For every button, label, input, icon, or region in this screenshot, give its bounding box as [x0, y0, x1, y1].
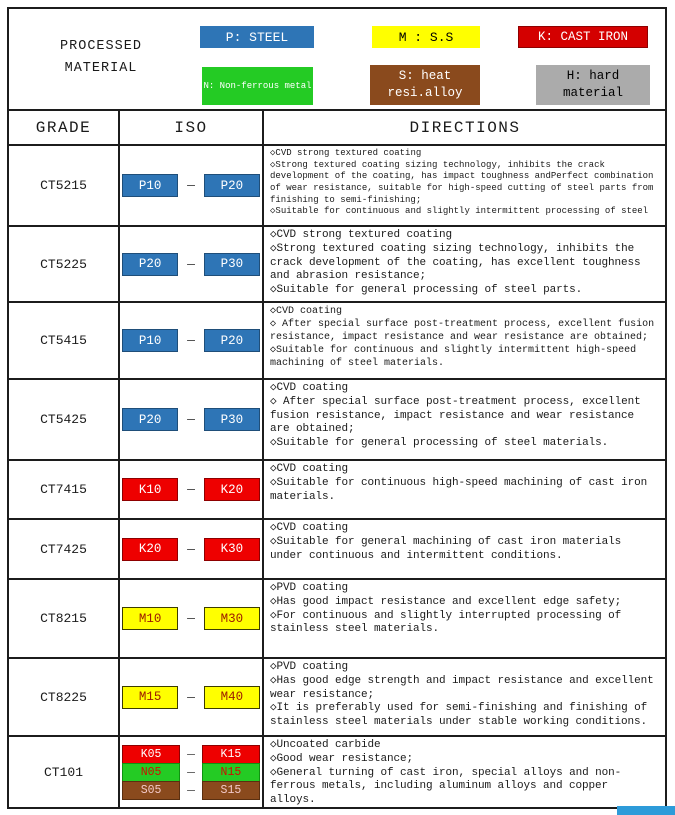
range-dash: — [187, 746, 195, 762]
table-row-ct101 [9, 735, 665, 807]
iso-chip: P30 [204, 253, 260, 276]
iso-chip: M30 [204, 607, 260, 630]
iso-chip: P30 [204, 408, 260, 431]
direction-line: ◇ After special surface post-treatment process, excellent fusion resistance, impact resistance and wear resistance are obtained; [270, 395, 641, 436]
range-dash: — [187, 178, 195, 193]
grade-cell [9, 227, 120, 301]
legend-cast-iron [518, 26, 648, 48]
iso-chip: P10 [122, 329, 178, 352]
iso-chip: K15 [202, 745, 260, 764]
grade-value: CT5425 [40, 412, 87, 427]
range-dash: — [187, 333, 195, 348]
iso-cell [120, 520, 264, 578]
table-row-ct7415 [9, 459, 665, 518]
legend-hard-line1: H: hard [566, 69, 620, 84]
direction-line: ◇Suitable for continuous high-speed machining of cast iron materials. [270, 476, 648, 503]
iso-chip: P20 [122, 408, 178, 431]
direction-line: ◇Strong textured coating sizing technology, inhibits the crack development of the coating, has impact toughness andPerfect combination of wear resistance, suitable for high-speed cutting of steel parts from finishing to semi-finishing; [270, 159, 654, 205]
legend-heat-line1: S: heat [398, 69, 452, 84]
range-dash: — [187, 689, 195, 705]
grade-value: CT7415 [40, 482, 87, 497]
iso-chip: P10 [122, 174, 178, 197]
column-header-grade: GRADE [9, 111, 120, 144]
directions-cell [264, 580, 665, 657]
iso-chip: K20 [204, 478, 260, 501]
grade-cell [9, 737, 120, 807]
range-dash: — [187, 256, 195, 272]
processed-material-line2: MATERIAL [64, 61, 138, 77]
table-row-ct5415 [9, 301, 665, 378]
iso-pair [122, 781, 260, 800]
iso-chip: K30 [204, 538, 260, 561]
directions-cell [264, 520, 665, 578]
legend-heat-line2: resi.alloy [387, 86, 463, 100]
grade-cell [9, 659, 120, 735]
column-header-iso: ISO [120, 111, 264, 144]
grade-cell [9, 380, 120, 459]
direction-line: ◇Suitable for general processing of steel parts. [270, 284, 583, 296]
grade-cell [9, 146, 120, 225]
range-dash: — [187, 412, 195, 427]
grade-cell [9, 461, 120, 518]
directions-cell [264, 303, 665, 378]
direction-line: ◇CVD coating [270, 463, 349, 475]
legend-stainless-steel [372, 26, 480, 48]
iso-chip: K20 [122, 538, 178, 561]
iso-chip: N15 [202, 763, 260, 782]
range-dash: — [187, 782, 195, 798]
direction-line: ◇Uncoated carbide [270, 739, 381, 751]
range-dash: — [187, 541, 195, 557]
legend-hard-material [536, 65, 650, 105]
range-dash: — [187, 611, 195, 626]
direction-line: ◇CVD coating [270, 306, 343, 317]
iso-cell [120, 380, 264, 459]
iso-chip: M15 [122, 686, 178, 709]
directions-cell [264, 461, 665, 518]
direction-line: ◇CVD coating [270, 382, 349, 394]
legend-non-ferrous [202, 67, 313, 105]
table-row-ct5215 [9, 144, 665, 225]
iso-chip: S05 [122, 781, 180, 800]
direction-line: ◇CVD strong textured coating [270, 229, 453, 241]
grade-value: CT7425 [40, 541, 87, 557]
grade-value: CT101 [43, 764, 83, 780]
direction-line: ◇Strong textured coating sizing technology, inhibits the crack development of the coating, has excellent toughness and abrasion resistance; [270, 242, 641, 283]
grade-value: CT5215 [40, 178, 87, 193]
iso-cell [120, 659, 264, 735]
table-row-ct8225 [9, 657, 665, 735]
iso-cell [120, 461, 264, 518]
directions-cell [264, 659, 665, 735]
direction-line: ◇General turning of cast iron, special alloys and non-ferrous metals, including aluminum alloys and copper alloys. [270, 766, 622, 806]
iso-chip-stack [122, 745, 260, 800]
iso-chip: M40 [204, 686, 260, 709]
table-row-ct8215 [9, 578, 665, 657]
iso-chip: P20 [204, 329, 260, 352]
direction-line: ◇Suitable for general machining of cast iron materials under continuous and intermittent conditions. [270, 535, 622, 562]
direction-line: ◇CVD strong textured coating [270, 148, 422, 158]
iso-pair [122, 745, 260, 764]
table-row-ct5225 [9, 225, 665, 301]
legend-non-ferrous-label: N: Non-ferrous metal [203, 81, 312, 91]
grade-cell [9, 520, 120, 578]
legend-hard-line2: material [562, 86, 623, 100]
range-dash: — [187, 482, 195, 497]
directions-cell [264, 146, 665, 225]
direction-line: ◇ After special surface post-treatment process, excellent fusion resistance, impact resistance and wear resistance are obtained; [270, 319, 655, 343]
direction-line: ◇Has good edge strength and impact resistance and excellent wear resistance; [270, 674, 654, 701]
legend-steel-label: P: STEEL [225, 29, 289, 45]
legend-ss-label: M : S.S [398, 29, 454, 45]
range-dash: — [187, 764, 195, 780]
directions-cell [264, 737, 665, 807]
direction-line: ◇CVD coating [270, 522, 349, 534]
iso-chip: M10 [122, 607, 178, 630]
iso-cell [120, 737, 264, 807]
direction-line: ◇Good wear resistance; [270, 752, 414, 765]
processed-material-line1: PROCESSED [60, 39, 142, 54]
direction-line: ◇Suitable for continuous and slightly intermittent processing of steel [270, 206, 649, 217]
iso-pair [122, 763, 260, 782]
direction-line: ◇Suitable for continuous and slightly intermittent high-speed machining of steel materials. [270, 345, 637, 369]
iso-chip: S15 [202, 781, 260, 800]
table-row-ct5425 [9, 378, 665, 459]
direction-line: ◇For continuous and slightly interrupted processing of stainless steel materials. [270, 609, 622, 636]
grade-cell [9, 303, 120, 378]
iso-chip: N05 [122, 763, 180, 782]
direction-line: ◇Suitable for general processing of steel materials. [270, 437, 609, 449]
iso-chip: K05 [122, 745, 180, 764]
directions-cell [264, 227, 665, 301]
direction-line: ◇PVD coating [270, 582, 349, 594]
iso-cell [120, 227, 264, 301]
bottom-right-blue-bar [617, 806, 675, 815]
grade-value: CT5225 [40, 256, 87, 272]
processed-material-label [27, 36, 175, 81]
iso-chip: P20 [204, 174, 260, 197]
processed-material-header [9, 9, 665, 109]
grade-value: CT5415 [40, 333, 87, 348]
material-grade-table [7, 7, 667, 809]
legend-cast-iron-label: K: CAST IRON [537, 30, 628, 44]
iso-chip: P20 [122, 253, 178, 276]
iso-cell [120, 580, 264, 657]
legend-steel [200, 26, 314, 48]
table-row-ct7425 [9, 518, 665, 578]
grade-value: CT8215 [40, 611, 87, 626]
iso-cell [120, 303, 264, 378]
iso-cell [120, 146, 264, 225]
legend-heat-resistant-alloy [370, 65, 480, 105]
direction-line: ◇It is preferably used for semi-finishing and finishing of stainless steel materials under stable working conditions. [270, 702, 648, 728]
grade-cell [9, 580, 120, 657]
column-header-directions: DIRECTIONS [409, 118, 521, 137]
directions-cell [264, 380, 665, 459]
table-header-row [9, 109, 665, 144]
direction-line: ◇PVD coating [270, 661, 349, 673]
grade-value: CT8225 [40, 689, 87, 705]
iso-chip: K10 [122, 478, 178, 501]
direction-line: ◇Has good impact resistance and excellent edge safety; [270, 595, 622, 608]
